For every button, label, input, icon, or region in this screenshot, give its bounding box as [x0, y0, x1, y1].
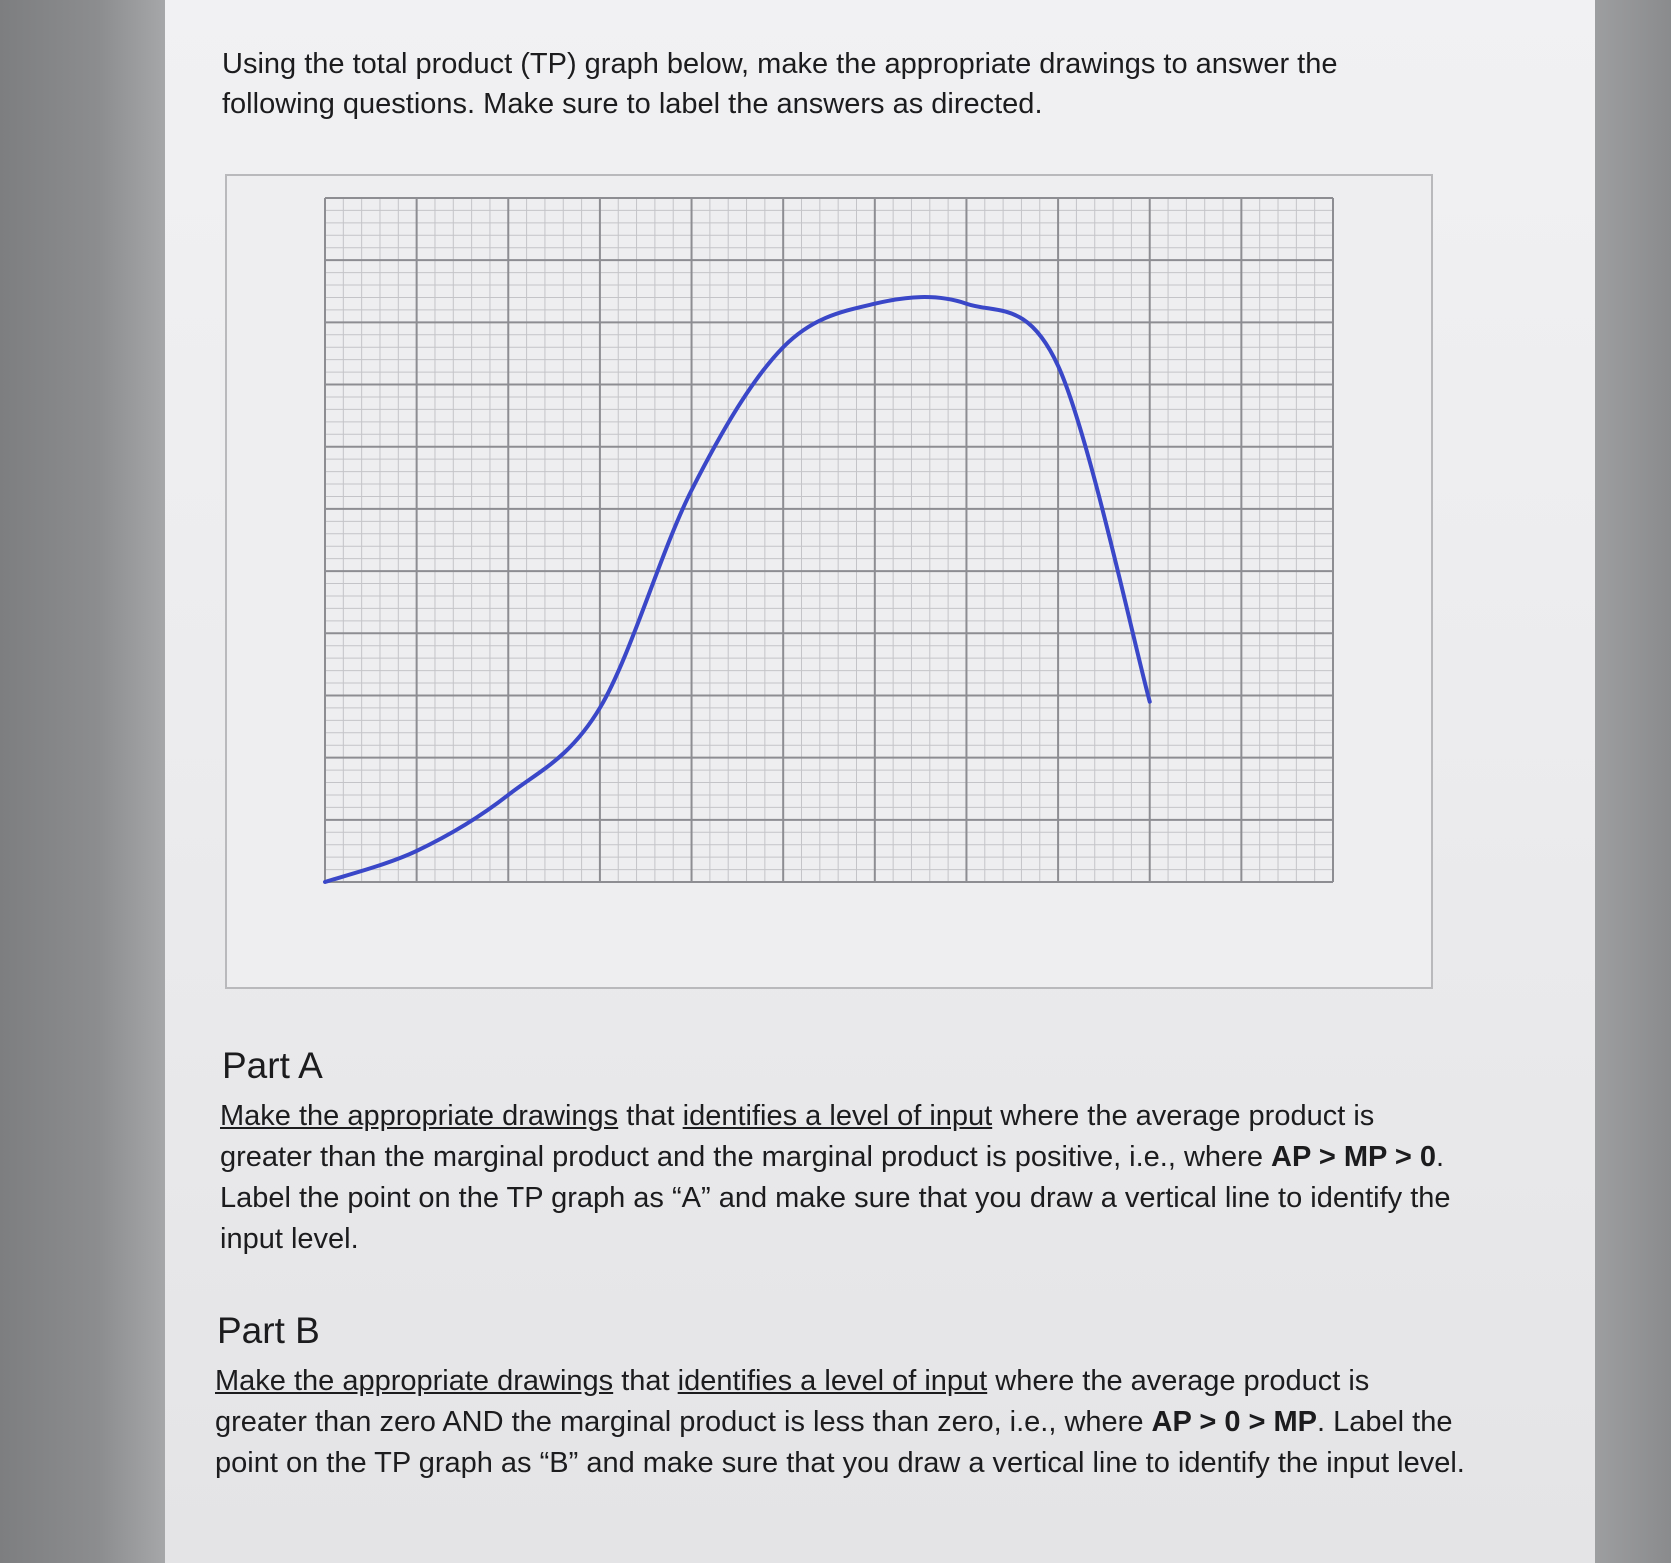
left-background — [0, 0, 165, 1563]
part-a-underline-2: identifies a level of input — [682, 1100, 993, 1132]
part-a-underline-1: Make the appropriate drawings — [220, 1100, 619, 1132]
part-b-underline-2: identifies a level of input — [677, 1365, 988, 1397]
part-a-condition: AP > MP > 0 — [1271, 1141, 1436, 1173]
tp-graph-frame — [225, 174, 1433, 989]
part-b-text-2: where the average product is greater than zero AND the marginal product is less than zero, i.e., where — [215, 1365, 1370, 1438]
part-a-text-3: . Label the point on the TP graph as “A” and make sure that you draw a vertical line to identify the input level. — [220, 1141, 1451, 1255]
part-b-underline-1: Make the appropriate drawings — [215, 1365, 614, 1397]
intro-text: Using the total product (TP) graph below, make the appropriate drawings to answer the following questions. Make sure to label the answers as directed. — [222, 48, 1338, 120]
part-b-title: Part B — [217, 1310, 320, 1351]
part-a-text-2: where the average product is greater than the marginal product and the marginal product is positive, i.e., where — [220, 1100, 1375, 1173]
part-a-title: Part A — [222, 1045, 323, 1086]
part-b-text-3: . Label the point on the TP graph as “B” and make sure that you draw a vertical line to identify the input level. — [215, 1406, 1465, 1479]
minor-grid — [325, 198, 1333, 882]
worksheet-page — [165, 0, 1595, 1563]
part-b-text-1: that — [613, 1365, 678, 1397]
right-background — [1595, 0, 1671, 1563]
part-a-instructions — [220, 1096, 1470, 1260]
data-points — [323, 302, 1152, 884]
part-b-condition: AP > 0 > MP — [1151, 1406, 1318, 1438]
major-grid — [325, 198, 1333, 882]
part-a-text-1: that — [618, 1100, 683, 1132]
part-b-instructions — [215, 1361, 1465, 1484]
tp-graph — [227, 176, 1431, 987]
